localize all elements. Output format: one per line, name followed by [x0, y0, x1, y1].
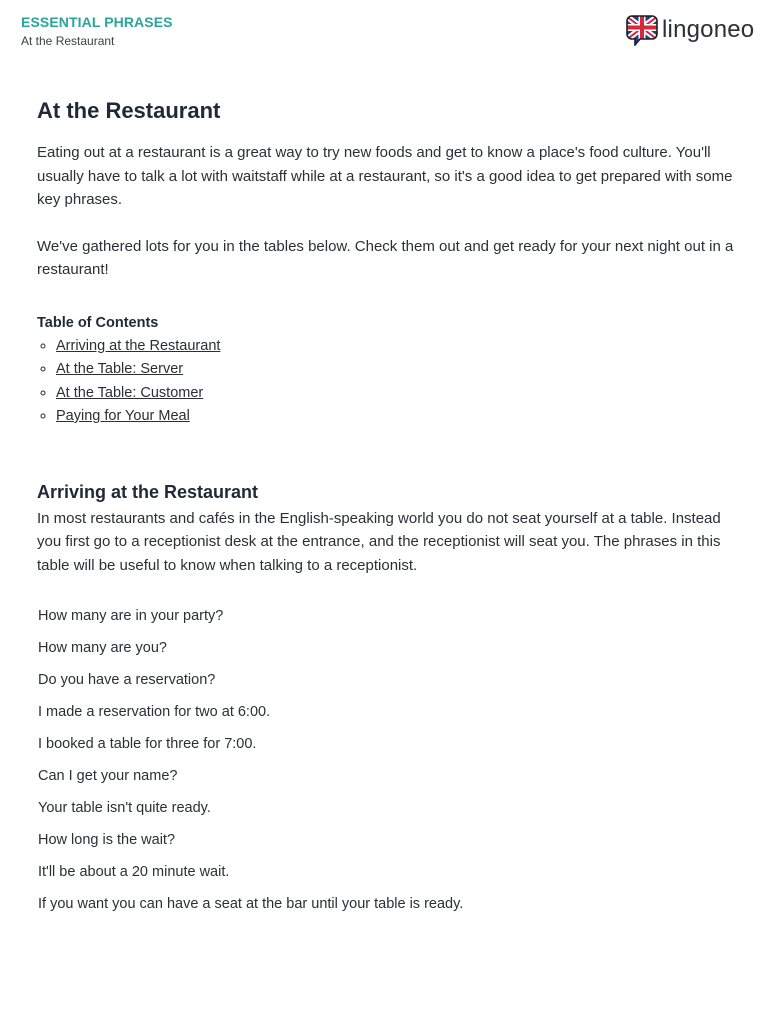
toc-title: Table of Contents [37, 314, 159, 331]
phrase-item: Your table isn't quite ready. [38, 800, 211, 816]
table-of-contents [37, 335, 741, 429]
phrase-item: I booked a table for three for 7:00. [38, 736, 257, 752]
phrase-item: How many are you? [38, 640, 167, 656]
toc-link-table-customer[interactable]: At the Table: Customer [56, 384, 204, 401]
uk-flag-speech-bubble-icon [626, 14, 658, 46]
phrase-item: How many are in your party? [38, 608, 224, 624]
phrase-item: If you want you can have a seat at the bar until your table is ready. [38, 896, 464, 912]
toc-item [56, 382, 741, 406]
page-title: At the Restaurant [37, 98, 221, 123]
toc-item [56, 358, 741, 382]
toc-link-table-server[interactable]: At the Table: Server [56, 361, 184, 377]
phrase-item: Do you have a reservation? [38, 672, 216, 688]
article-content [37, 96, 741, 920]
toc-link-arriving[interactable]: Arriving at the Restaurant [56, 337, 221, 354]
lingoneo-logo[interactable] [626, 14, 754, 46]
phrase-item: How long is the wait? [38, 832, 176, 848]
phrase-item: It'll be about a 20 minute wait. [38, 864, 230, 880]
toc-link-paying[interactable]: Paying for Your Meal [56, 408, 190, 424]
intro-paragraph-2: We've gathered lots for you in the tables below. Check them out and get ready for your next night out in a restaurant! [37, 237, 734, 278]
header-subtitle: At the Restaurant [21, 34, 115, 48]
section-heading: Arriving at the Restaurant [37, 481, 259, 502]
page-header [21, 13, 173, 49]
phrase-list [38, 600, 741, 920]
phrase-item: I made a reservation for two at 6:00. [38, 704, 271, 720]
header-kicker: ESSENTIAL PHRASES [21, 14, 173, 30]
toc-item [56, 405, 741, 429]
intro-paragraph-1: Eating out at a restaurant is a great way to try new foods and get to know a place's food culture. You'll usually have to talk a lot with waitstaff while at a restaurant, so it's a good idea to get prepared with some key phrases. [37, 144, 733, 208]
phrase-item: Can I get your name? [38, 768, 178, 784]
toc-item [56, 335, 741, 359]
brand-name: lingoneo [662, 16, 755, 43]
section-description: In most restaurants and cafés in the English-speaking world you do not seat yourself at a table. Instead you first go to a receptionist desk at the entrance, and the receptionist will seat you. The phrases in this table will be useful to know when talking to a receptionist. [37, 509, 721, 574]
